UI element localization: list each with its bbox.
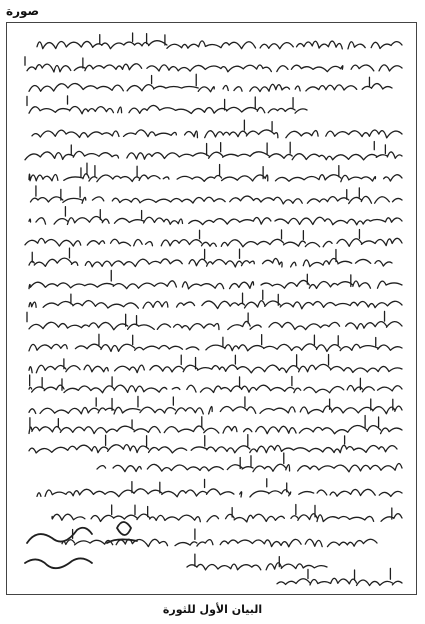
handwriting-line <box>90 453 402 472</box>
handwriting-line <box>28 33 402 49</box>
handwriting-line <box>37 479 402 497</box>
signature-stroke <box>25 558 92 568</box>
handwriting-line <box>24 186 402 204</box>
handwriting-line <box>27 96 307 114</box>
handwriting-line <box>29 354 402 372</box>
handwriting-line <box>25 142 402 160</box>
handwriting-line <box>19 230 402 247</box>
figure-caption: البيان الأول للثورة <box>162 603 263 616</box>
handwriting-line <box>29 163 402 182</box>
photo-label: صورة <box>6 4 40 18</box>
handwritten-document <box>6 22 417 595</box>
handwriting-line <box>21 375 402 393</box>
handwriting-line <box>25 416 402 434</box>
handwriting-line <box>187 554 327 570</box>
handwriting-line <box>29 74 392 92</box>
handwriting-line <box>62 529 377 547</box>
handwriting-line <box>29 435 397 453</box>
handwriting-line <box>29 290 402 308</box>
handwriting-line <box>32 120 402 138</box>
handwriting-line <box>29 334 402 351</box>
handwriting-line <box>29 207 402 225</box>
handwriting-scan <box>7 23 417 595</box>
handwriting-line <box>26 248 392 267</box>
handwriting-line <box>277 568 402 585</box>
handwriting-line <box>25 57 402 72</box>
handwriting-line <box>52 505 402 522</box>
handwriting-line <box>29 396 402 414</box>
handwriting-line <box>29 270 402 288</box>
signature-stroke <box>117 522 131 535</box>
handwriting-line <box>27 311 402 330</box>
